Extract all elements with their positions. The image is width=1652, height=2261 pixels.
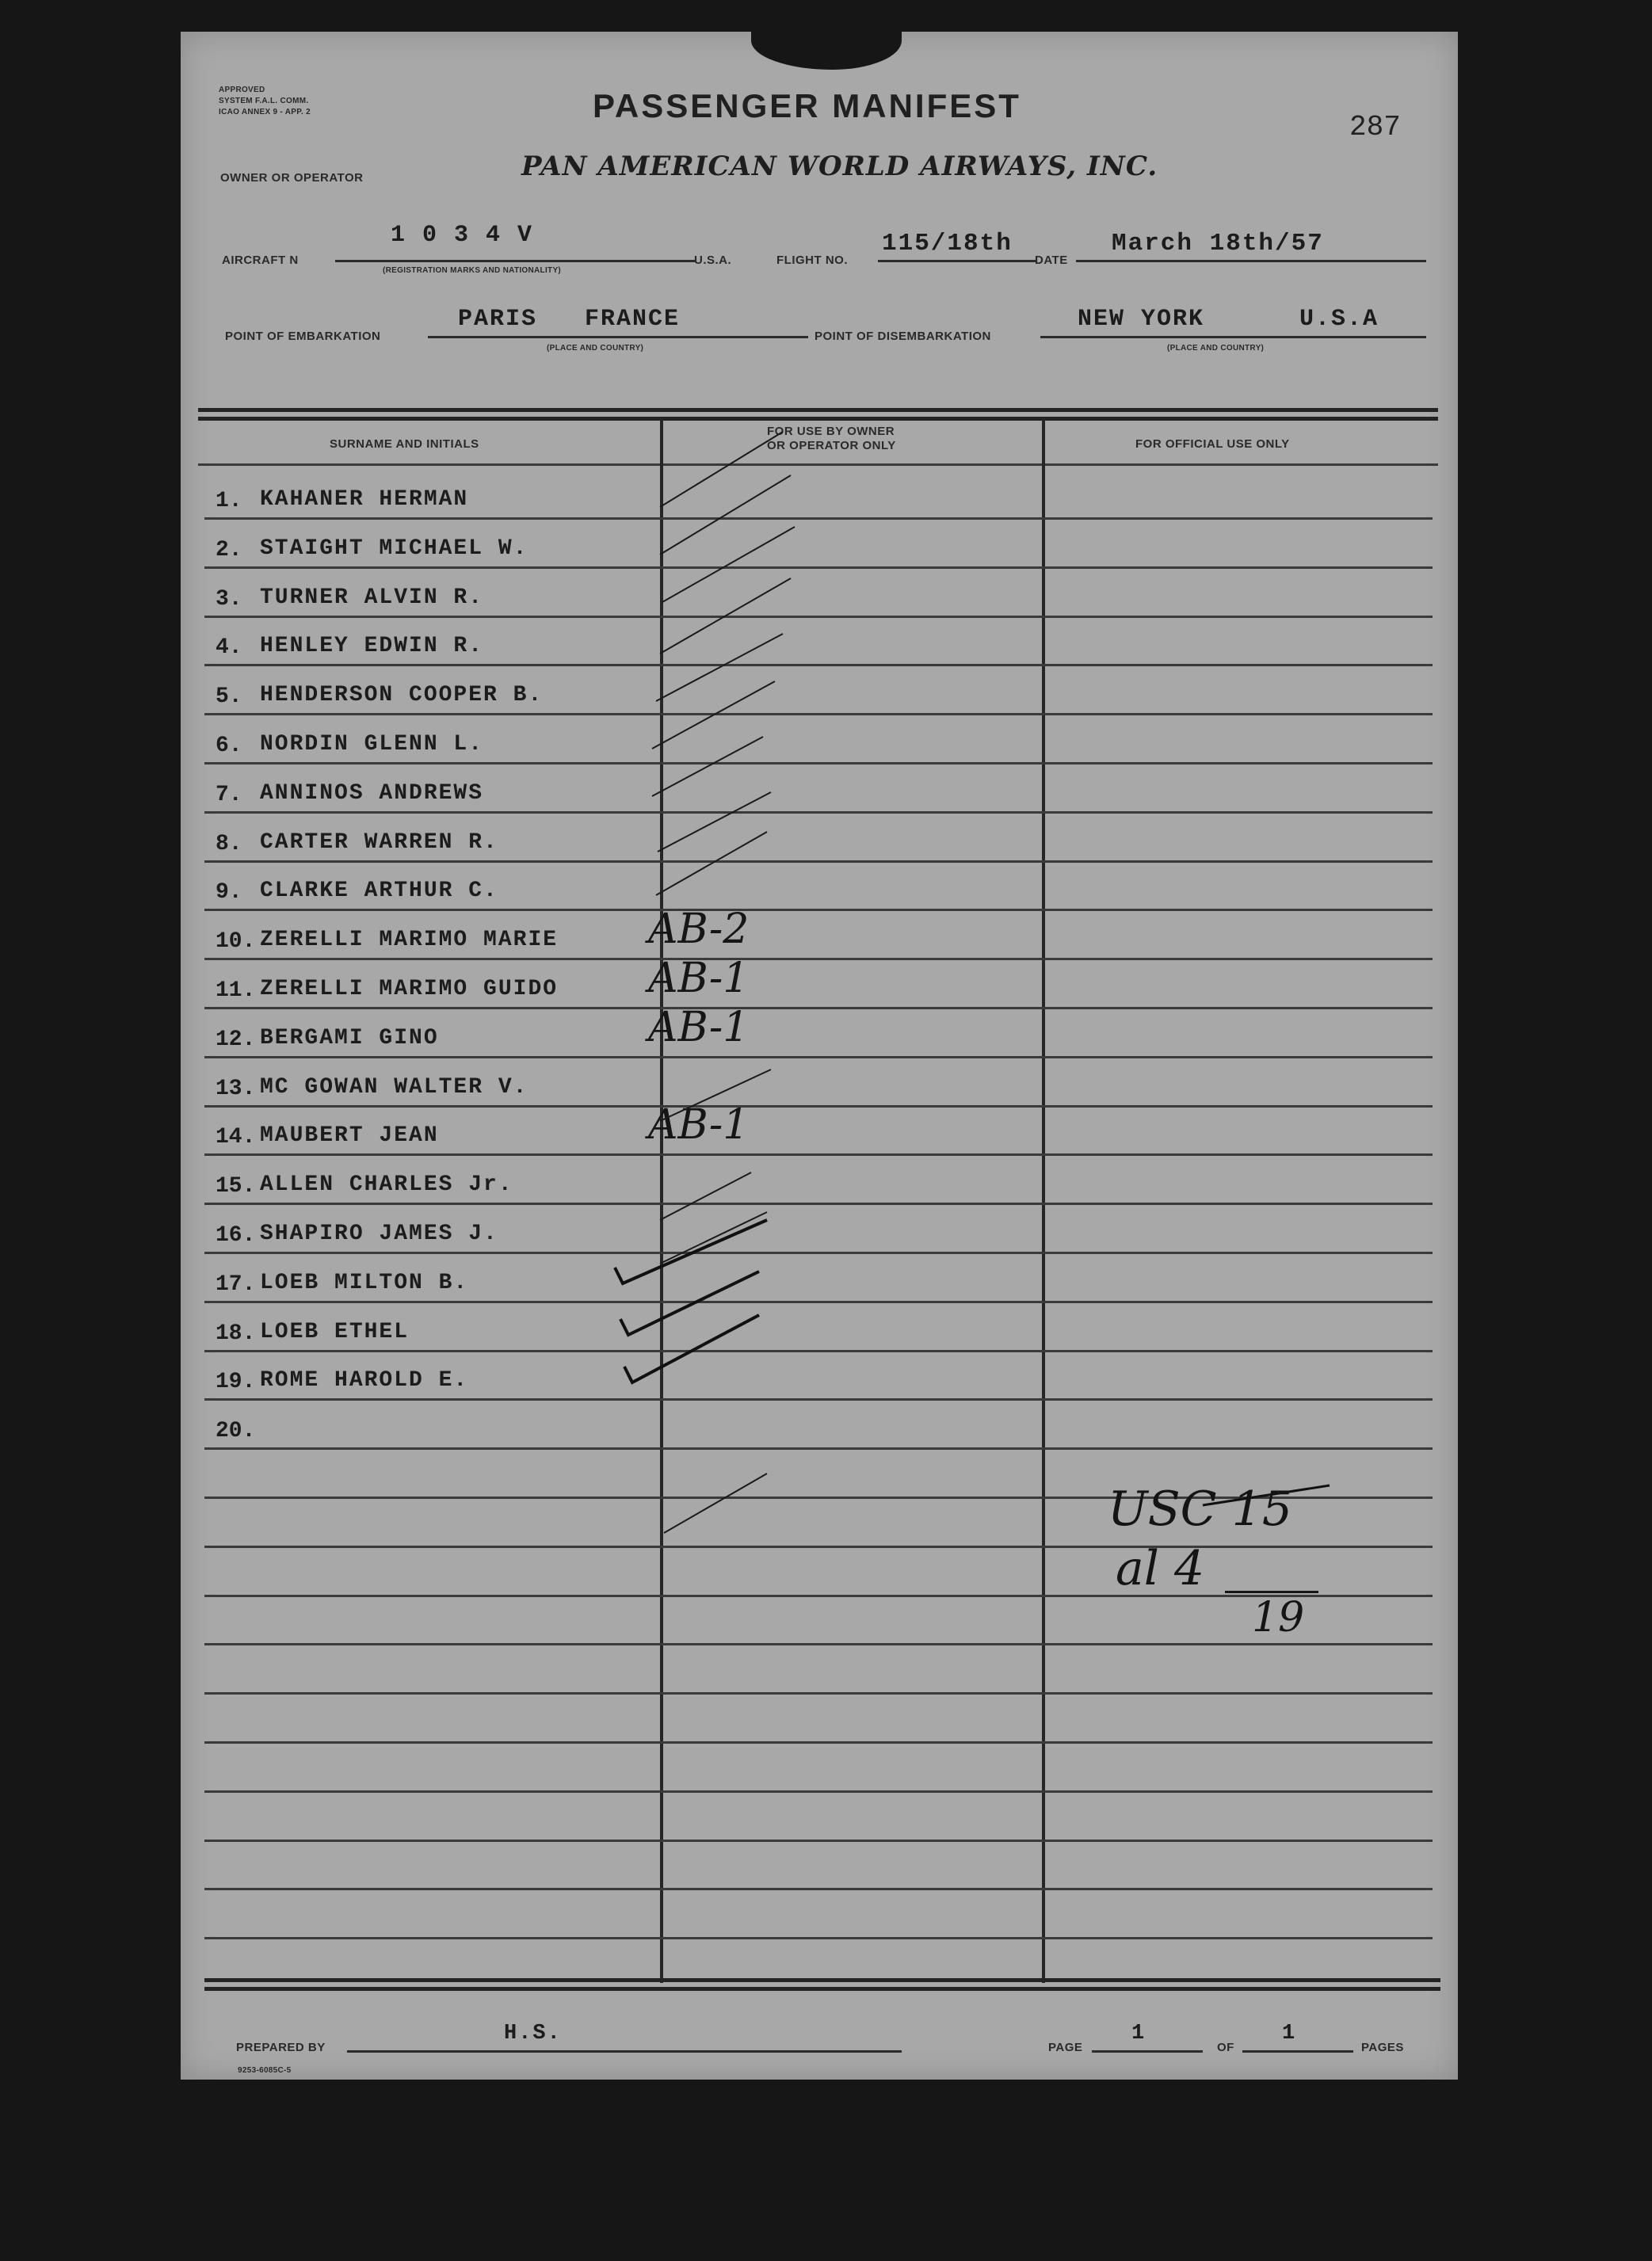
row-number: 14.: [216, 1125, 256, 1150]
operator-mark: AB-1: [648, 1101, 750, 1149]
row-number: 11.: [216, 978, 256, 1003]
passenger-name: ANNINOS ANDREWS: [260, 781, 484, 806]
checkmark-icon: [615, 1220, 767, 1283]
checkmark-icon: [624, 1315, 759, 1382]
embark-value: PARIS FRANCE: [458, 306, 681, 333]
aircraft-label: AIRCRAFT N: [222, 254, 299, 267]
check-stroke: [660, 475, 791, 555]
operator-mark: AB-1: [648, 955, 750, 1002]
prepared-value: H.S.: [504, 2022, 562, 2046]
col-header-name: SURNAME AND INITIALS: [330, 437, 479, 451]
check-stroke: [656, 832, 767, 895]
form-title: PASSENGER MANIFEST: [593, 87, 1021, 124]
form-code: 9253-6085C-5: [238, 2066, 292, 2075]
check-stroke: [652, 737, 763, 796]
disembark-value: NEW YORK U.S.A: [1078, 306, 1379, 333]
of-label: OF: [1217, 2041, 1234, 2054]
approval-line-3: ICAO ANNEX 9 - APP. 2: [219, 108, 311, 116]
row-number: 15.: [216, 1174, 256, 1199]
disembark-caption: (PLACE AND COUNTRY): [1167, 344, 1265, 353]
passenger-name: HENDERSON COOPER B.: [260, 683, 544, 707]
check-stroke: [664, 1474, 767, 1533]
row-number: 3.: [216, 587, 242, 612]
flight-label: FLIGHT NO.: [776, 254, 848, 267]
of-value: 1: [1282, 2022, 1297, 2046]
manifest-document: [181, 32, 1458, 2080]
operator-name: PAN AMERICAN WORLD AIRWAYS, INC.: [521, 151, 1158, 182]
of-underline: [1242, 2050, 1353, 2053]
passenger-name: NORDIN GLENN L.: [260, 732, 484, 757]
pages-label: PAGES: [1361, 2041, 1404, 2054]
page-value: 1: [1131, 2022, 1146, 2046]
row-number: 2.: [216, 538, 242, 562]
tally-total: 19: [1252, 1594, 1305, 1641]
date-label: DATE: [1035, 254, 1068, 267]
check-stroke: [652, 681, 775, 749]
passenger-name: HENLEY EDWIN R.: [260, 634, 484, 658]
row-number: 17.: [216, 1272, 256, 1297]
row-number: 10.: [216, 929, 256, 954]
passenger-name: STAIGHT MICHAEL W.: [260, 536, 528, 561]
row-number: 7.: [216, 783, 242, 807]
operator-mark: AB-2: [648, 906, 750, 953]
passenger-name: MAUBERT JEAN: [260, 1123, 439, 1148]
check-stroke: [656, 634, 783, 701]
owner-label: OWNER OR OPERATOR: [220, 171, 364, 185]
row-number: 12.: [216, 1028, 256, 1052]
operator-mark: AB-1: [648, 1004, 750, 1051]
embark-caption: (PLACE AND COUNTRY): [547, 344, 644, 353]
tally-sum-line: [1225, 1591, 1318, 1593]
page-label: PAGE: [1048, 2041, 1083, 2054]
col-header-official: FOR OFFICIAL USE ONLY: [1135, 437, 1290, 451]
embark-label: POINT OF EMBARKATION: [225, 330, 381, 343]
passenger-name: ZERELLI MARIMO GUIDO: [260, 977, 559, 1001]
check-stroke: [660, 1212, 767, 1264]
row-number: 18.: [216, 1321, 256, 1346]
row-number: 16.: [216, 1223, 256, 1248]
check-stroke: [660, 432, 783, 507]
check-stroke: [660, 1069, 771, 1121]
table-bottom-rule-2: [204, 1987, 1440, 1991]
table-bottom-rule-1: [204, 1978, 1440, 1982]
passenger-name: CARTER WARREN R.: [260, 830, 498, 855]
flight-value: 115/18th: [882, 230, 1013, 257]
passenger-name: KAHANER HERMAN: [260, 487, 469, 512]
passenger-name: BERGAMI GINO: [260, 1026, 439, 1050]
disembark-label: POINT OF DISEMBARKATION: [815, 330, 991, 343]
passenger-name: ZERELLI MARIMO MARIE: [260, 928, 559, 952]
passenger-name: LOEB ETHEL: [260, 1320, 410, 1344]
check-stroke: [660, 1172, 751, 1220]
check-stroke: [660, 578, 791, 654]
nationality-label: U.S.A.: [694, 254, 732, 267]
check-marks-layer: [181, 32, 1458, 2080]
aircraft-value: 1 0 3 4 V: [391, 222, 534, 249]
check-stroke: [662, 527, 795, 602]
row-number: 8.: [216, 832, 242, 856]
passenger-name: SHAPIRO JAMES J.: [260, 1222, 498, 1246]
passenger-name: TURNER ALVIN R.: [260, 585, 484, 610]
page-underline: [1092, 2050, 1203, 2053]
approval-line-2: SYSTEM F.A.L. COMM.: [219, 97, 309, 105]
col-header-operator: FOR USE BY OWNER OR OPERATOR ONLY: [767, 425, 896, 452]
row-number: 9.: [216, 880, 242, 905]
tally-line-1: USC 15: [1108, 1481, 1292, 1537]
passenger-name: CLARKE ARTHUR C.: [260, 879, 498, 903]
row-number: 4.: [216, 635, 242, 660]
prepared-label: PREPARED BY: [236, 2041, 326, 2054]
passenger-name: ALLEN CHARLES Jr.: [260, 1172, 513, 1197]
row-number: 5.: [216, 684, 242, 709]
passenger-name: MC GOWAN WALTER V.: [260, 1075, 528, 1100]
passenger-name: LOEB MILTON B.: [260, 1271, 469, 1295]
row-number: 19.: [216, 1370, 256, 1394]
page-stamp: 287: [1349, 111, 1401, 143]
row-number: 1.: [216, 489, 242, 513]
registration-caption: (REGISTRATION MARKS AND NATIONALITY): [383, 266, 562, 275]
prepared-underline: [347, 2050, 902, 2053]
row-number: 13.: [216, 1077, 256, 1101]
passenger-name: ROME HAROLD E.: [260, 1368, 469, 1393]
tally-line-2: al 4: [1116, 1541, 1205, 1596]
date-value: March 18th/57: [1112, 230, 1324, 257]
approval-line-1: APPROVED: [219, 86, 265, 94]
row-number: 6.: [216, 734, 242, 758]
row-number: 20.: [216, 1419, 256, 1443]
check-stroke: [658, 792, 771, 852]
